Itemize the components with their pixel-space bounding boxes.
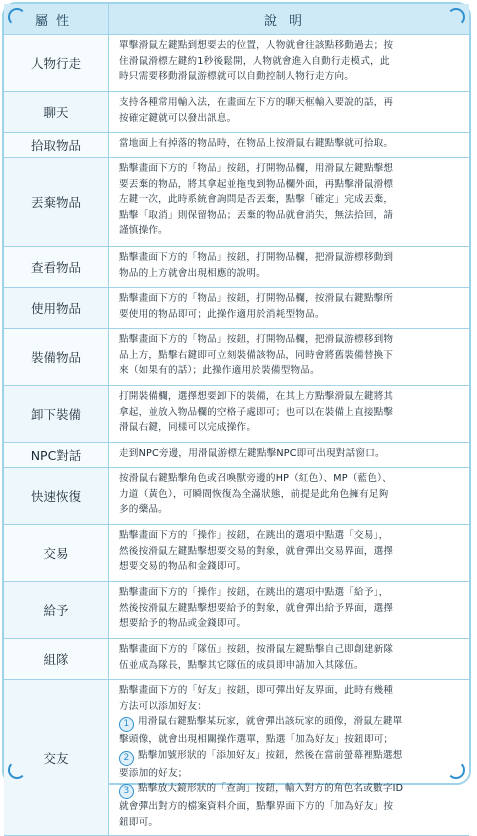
description-line: 點擊畫面下方的「操作」按鈕，在跳出的選項中點選「給予」， [119, 587, 389, 598]
table-row [4, 133, 469, 158]
attribute-name: 使用物品 [4, 288, 109, 328]
description-line: 點擊畫面下方的「物品」按鈕，打開物品欄，把滑鼠游標移動到 [119, 252, 394, 263]
description-line: 謹慎操作。 [119, 225, 168, 236]
description-line: 多的藥品。 [119, 504, 168, 515]
step-number-icon: 1 [119, 717, 134, 732]
corner-swirl-icon [447, 761, 465, 779]
method-line [119, 748, 461, 766]
attribute-description [109, 525, 469, 581]
table-header [4, 4, 469, 35]
table-row [4, 35, 469, 92]
attribute-description [109, 582, 469, 638]
header-description: 說明 [109, 4, 469, 34]
attribute-description [109, 468, 469, 524]
table-row [4, 639, 469, 680]
table-body [4, 35, 469, 836]
attribute-description [109, 639, 469, 679]
description-line: 時只需要移動滑鼠游標就可以自動控制人物行走方向。 [119, 71, 355, 82]
table-row [4, 443, 469, 468]
table-row [4, 525, 469, 582]
attribute-name: 人物行走 [4, 35, 109, 91]
attribute-name: 交友 [4, 680, 109, 835]
attribute-name: 裝備物品 [4, 329, 109, 385]
attribute-name: 拾取物品 [4, 133, 109, 157]
table-row [4, 468, 469, 525]
description-line: 點擊畫面下方的「物品」按鈕，打開物品欄，用滑鼠左鍵點擊想 [119, 163, 394, 174]
method-line [119, 732, 461, 748]
description-line: 來（如果有的話）；此操作適用於裝備型物品。 [119, 365, 320, 376]
description-line: 然後按滑鼠左鍵點擊想要交易的對象，就會彈出交易界面，選擇 [119, 545, 394, 557]
attribute-name: 查看物品 [4, 247, 109, 287]
attribute-description [109, 443, 469, 467]
attribute-description [109, 386, 469, 442]
attribute-name: 丟棄物品 [4, 158, 109, 246]
attribute-name: 交易 [4, 525, 109, 581]
description-line: 滑鼠右鍵，同樣可以完成操作。 [119, 422, 257, 433]
method-line [119, 781, 461, 799]
table-row [4, 92, 469, 133]
method-text: 就會彈出對方的檔案資料介面，點擊界面下方的「加為好友」按 [119, 801, 394, 812]
description-line: 打開裝備欄，選擇想要卸下的裝備，在其上方點擊滑鼠左鍵將其 [119, 391, 394, 402]
description-line: 想要交易的物品和金錢即可。 [119, 561, 247, 572]
description-line: 點擊畫面下方的「物品」按鈕，打開物品欄，把滑鼠游標移到物 [119, 334, 394, 345]
table-row [4, 247, 469, 288]
description-line: 按確定鍵就可以發出訊息。 [119, 112, 237, 124]
attribute-name: 卸下裝備 [4, 386, 109, 442]
corner-swirl-icon [8, 8, 26, 26]
attribute-description [109, 288, 469, 328]
method-text: 用滑鼠右鍵點擊某玩家，就會彈出該玩家的頭像，滑鼠左鍵單 [138, 716, 403, 727]
description-line: 拿起，並放入物品欄的空格子處即可；也可以在裝備上直接點擊 [119, 406, 394, 418]
method-line [119, 799, 461, 815]
method-text: 點擊加號形狀的「添加好友」按鈕，然後在當前螢幕裡點選想 [138, 749, 403, 761]
header-attribute: 屬性 [4, 4, 109, 34]
table-row [4, 329, 469, 386]
description-line: 住滑鼠滑標左鍵約1秒後鬆開，人物就會進入自動行走模式，此 [119, 55, 390, 67]
corner-swirl-icon [8, 761, 26, 779]
attribute-description [109, 133, 469, 157]
description-line: 力道（黃色），可瞬間恢復為全滿狀態，前提是此角色擁有足夠 [119, 488, 389, 500]
attribute-table [2, 2, 471, 828]
method-text: 擊頭像，就會出現相關操作選單，點選「加為好友」按鈕即可； [119, 734, 394, 745]
table-row [4, 386, 469, 443]
table-row [4, 158, 469, 247]
description-line: 要丟棄的物品，將其拿起並拖曳到物品欄外面，再點擊滑鼠滑標 [119, 178, 394, 190]
description-line: 伍並成為隊長，點擊其它隊伍的成員即申請加入其隊伍。 [119, 659, 364, 671]
attribute-name: 給予 [4, 582, 109, 638]
method-text: 要添加的好友； [119, 767, 188, 779]
step-number-icon: 3 [119, 784, 134, 799]
method-text: 鈕即可。 [119, 816, 159, 828]
description-line: 左鍵一次，此時系統會詢問是否丟棄，點擊「確定」完成丟棄， [119, 194, 394, 205]
method-line [119, 815, 461, 831]
description-line: 點擊畫面下方的「好友」按鈕，即可彈出好友界面，此時有幾種 [119, 685, 394, 696]
attribute-description [109, 35, 469, 91]
description-line: 走到NPC旁邊，用滑鼠游標左鍵點擊NPC即可出現對話窗口。 [119, 448, 385, 459]
attribute-name: NPC對話 [4, 443, 109, 467]
table-row [4, 680, 469, 836]
description-line: 方法可以添加好友： [119, 700, 208, 712]
description-line: 然後按滑鼠左鍵點擊想要給予的對象，就會彈出給予界面，選擇 [119, 602, 394, 614]
table-row [4, 582, 469, 639]
description-line: 品上方，點擊右鍵即可立刻裝備該物品，同時會將舊裝備替換下 [119, 349, 394, 361]
attribute-description [109, 158, 469, 246]
description-line: 支持各種常用輸入法，在畫面左下方的聊天框輸入要說的話，再 [119, 97, 394, 108]
method-line [119, 714, 461, 732]
step-number-icon: 2 [119, 751, 134, 766]
method-line [119, 766, 461, 782]
corner-swirl-icon [447, 8, 465, 26]
description-line: 點擊「取消」則保留物品；丟棄的物品就會消失，無法拾回，請 [119, 209, 394, 221]
description-line: 單擊滑鼠左鍵點到想要去的位置，人物就會往該點移動過去；按 [119, 40, 394, 51]
description-line: 點擊畫面下方的「物品」按鈕，打開物品欄，按滑鼠右鍵點擊所 [119, 293, 394, 304]
method-item [119, 714, 461, 748]
table-row [4, 288, 469, 329]
description-line: 當地面上有掉落的物品時，在物品上按滑鼠右鍵點擊就可拾取。 [119, 138, 394, 149]
attribute-description [109, 247, 469, 287]
description-line: 點擊畫面下方的「隊伍」按鈕，按滑鼠左鍵點擊自己即創建新隊 [119, 644, 394, 655]
description-line: 點擊畫面下方的「操作」按鈕，在跳出的選項中點選「交易」， [119, 530, 389, 541]
attribute-name: 組隊 [4, 639, 109, 679]
method-text: 點擊放大鏡形狀的「查詢」按鈕，輸入對方的角色名或數字ID [138, 783, 404, 794]
description-line: 想要給予的物品或金錢即可。 [119, 618, 247, 629]
description-line: 按滑鼠右鍵點擊角色或召喚獸旁邊的HP（紅色）、MP（藍色）、 [119, 473, 392, 484]
attribute-description [109, 92, 469, 132]
attribute-name: 快速恢復 [4, 468, 109, 524]
description-line: 要使用的物品即可；此操作適用於消耗型物品。 [119, 308, 325, 320]
attribute-description [109, 329, 469, 385]
attribute-description [109, 680, 469, 835]
description-line: 物品的上方就會出現相應的說明。 [119, 267, 266, 279]
attribute-name: 聊天 [4, 92, 109, 132]
method-item [119, 748, 461, 782]
method-item [119, 781, 461, 830]
